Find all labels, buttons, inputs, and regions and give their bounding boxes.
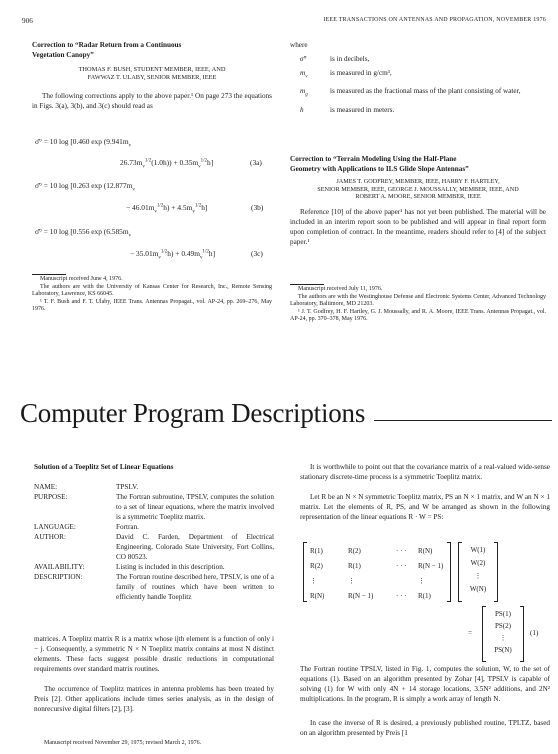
section-title-rule xyxy=(374,420,552,421)
vector-w-entries: W(1) W(2) ⋮ W(N) xyxy=(469,546,487,593)
article-authors: THOMAS F. BUSH, STUDENT MEMBER, IEEE, AND FAWWAZ T. ULABY, SENIOR MEMBER, IEEE xyxy=(78,66,226,81)
metadata-row: NAME: TPSLV. xyxy=(34,483,139,491)
correction-article-terrain xyxy=(290,154,546,247)
equation-3a-line1: σ̂° = 10 log [0.460 $\exp (9.941m_v$ xyxy=(35,137,132,149)
metadata-row: PURPOSE: The Fortran subroutine, TPSLV, computes the solution to a set of linear equations, where the matrix involved is a symmetric Toeplitz matrix. xyxy=(34,493,274,521)
equation-3c-tag: (3c) xyxy=(251,249,263,258)
article-title: Correction to “Terrain Modeling Using the Half-Plane Geometry with Applications to ILS Glide Slope Antennas” xyxy=(290,155,469,173)
matrix-r-table xyxy=(309,544,444,604)
equation-3c-line2: − $35.01m_v^{1/2}h) + 0.49m_v^{1/2}h$] xyxy=(130,249,216,261)
program-metadata-table xyxy=(34,482,274,602)
description-paragraph: matrices. A Toeplitz matrix R is a matrix whose ijth element is a function of only i − j. Consequently, a symmetric N × N Toeplitz matrix contains at most N distinct elements. These facts suggest possible drastic reductions in computational requirements over standard matrix routines. xyxy=(34,635,274,673)
vector-bracket-right xyxy=(494,542,498,602)
article-intro: The following corrections apply to the above paper.¹ On page 273 the equations in Figs. 3(a), 3(b), and 3(c) should read as xyxy=(32,92,272,110)
left-footnotes: Manuscript received June 4, 1976. The authors are with the University of Kansas Center for Research, Inc., Remote Sensing Laboratory, Lawrence, KS 66045. ¹ T. F. Bush and F. T. Ulaby, IEEE Trans. Antennas Propagat., vol. AP-24, pp. 269–276, May 1976. xyxy=(32,276,272,312)
right-footnotes: Manuscript received July 11, 1976. The authors are with the Westinghouse Defense and Electronic Systems Center, Advanced Technology Laboratory, Baltimore, MD 21203. ¹ J. T. Godfrey, H. F. Hartley, G. J. Moussally, and R. A. Moore, IEEE Trans. Antennas Propagat., vol. AP-24, pp. 370–378, May 1976. xyxy=(290,286,546,322)
article-authors: JAMES T. GODFREY, MEMBER, IEEE, HARRY F. HARTLEY, SENIOR MEMBER, IEEE, GEORGE J. MOUSSALLY, MEMBER, IEEE, AND ROBERT A. MOORE, SENIOR MEMBER, IEEE xyxy=(317,178,519,200)
matrix-row: ⋮ ⋮ ⋮ xyxy=(310,577,425,585)
equals-sign: = xyxy=(468,629,473,637)
equation-3b-line1: σ̂° = 10 log [0.263 $\exp (12.877m_v$ xyxy=(35,181,135,193)
section-title: Computer Program Descriptions xyxy=(20,398,366,428)
matrix-bracket-left xyxy=(303,542,307,602)
matrix-row: R(N) R(N − 1) · · · R(1) xyxy=(310,592,431,600)
where-label: where xyxy=(290,41,308,49)
article-body: Reference [10] of the above paper¹ has not yet been published. The material will be included in an interim report soon to be published and will appear in final report form upon completion of contract. In the meantime, readers should refer to [4] of the subject paper.¹ xyxy=(290,207,546,246)
running-header: IEEE TRANSACTIONS ON ANTENNAS AND PROPAGATION, NOVEMBER 1976 xyxy=(323,17,546,23)
equation-3b-line2: − $46.01m_v^{1/2}h) + 4.5m_v^{1/2}h$] xyxy=(126,203,208,215)
article-title: Correction to “Radar Return from a Continuous Vegetation Canopy” xyxy=(32,41,182,59)
program-title: Solution of a Toeplitz Set of Linear Equations xyxy=(34,463,174,471)
footnote-rule xyxy=(290,284,324,285)
body-paragraph: It is worthwhile to point out that the covariance matrix of a real-valued wide-sense stationary discrete-time process is a symmetric Toeplitz matrix. xyxy=(300,463,550,481)
description-paragraph: The occurrence of Toeplitz matrices in antenna problems has been treated by Preis [2]. Other applications include times series analysis, as in the design of nonrecursive digital filters [2], [3]. xyxy=(34,685,274,713)
correction-article-radar xyxy=(32,40,272,111)
metadata-row: LANGUAGE: Fortran. xyxy=(34,523,139,531)
body-paragraph: Let R be an N × N symmetric Toeplitz matrix, PS an N × 1 matrix, and W an N × 1 matrix. Let the elements of R, PS, and W be arranged as shown in the following representation of the linear equations R · W = PS: xyxy=(300,493,550,521)
variable-definitions xyxy=(300,54,546,115)
manuscript-footnote: Manuscript received November 29, 1975; revised March 2, 1976. xyxy=(44,740,202,746)
definition-item: $m_v$ is measured in g/cm³, xyxy=(300,69,392,80)
matrix-row: R(1) R(2) · · · R(N) xyxy=(310,547,433,555)
footnote-rule xyxy=(32,274,66,275)
equation-3b-tag: (3b) xyxy=(251,203,264,212)
body-paragraph: The Fortran routine TPSLV, listed in Fig. 1, computes the solution, W, to the set of equations (1). Based on an algorithm presented by Zohar [4], TPSLV is capable of solving (1) for W with only 4N + 14 storage locations, 3.5N² additions, and 2N² multiplications. In the program, R is simply a work array of length N. xyxy=(300,665,550,703)
vector-ps-entries: PS(1) PS(2) ⋮ PS(N) xyxy=(494,610,512,654)
vector-bracket-right xyxy=(520,606,524,662)
page-number: 906 xyxy=(22,17,33,25)
definition-item: h is measured in meters. xyxy=(300,105,395,114)
metadata-row: AUTHOR: David C. Farden, Department of Electrical Engineering, Colorado State University, Fort Collins, CO 80523. xyxy=(34,533,274,561)
definition-item: $m_g$ is measured as the fractional mass of the plant consisting of water, xyxy=(300,87,521,98)
metadata-row: DESCRIPTION: The Fortran routine described here, TPSLV, is one of a family of routines which have been written to efficiently handle Toeplitz xyxy=(34,573,274,601)
matrix-bracket-right xyxy=(447,542,451,602)
matrix-row: R(2) R(1) · · · R(N − 1) xyxy=(310,562,444,570)
equation-3c-line1: σ̂° = 10 log [0.556 $\exp (6.585m_v$ xyxy=(35,227,132,239)
metadata-row: AVAILABILITY: Listing is included in this description. xyxy=(34,563,225,571)
equation-3a-line2: $26.73m_v^{1/2}(1.0h)) + 0.35m_v^{1/2}h$] xyxy=(120,158,214,170)
definition-item: σ̂° is in decibels, xyxy=(300,55,370,63)
equation-3a-tag: (3a) xyxy=(250,158,262,167)
body-paragraph: In case the inverse of R is desired, a previously published routine, TPLTZ, based on an algorithm presented by Preis [1 xyxy=(300,719,550,737)
equation-1-tag: (1) xyxy=(530,629,539,637)
